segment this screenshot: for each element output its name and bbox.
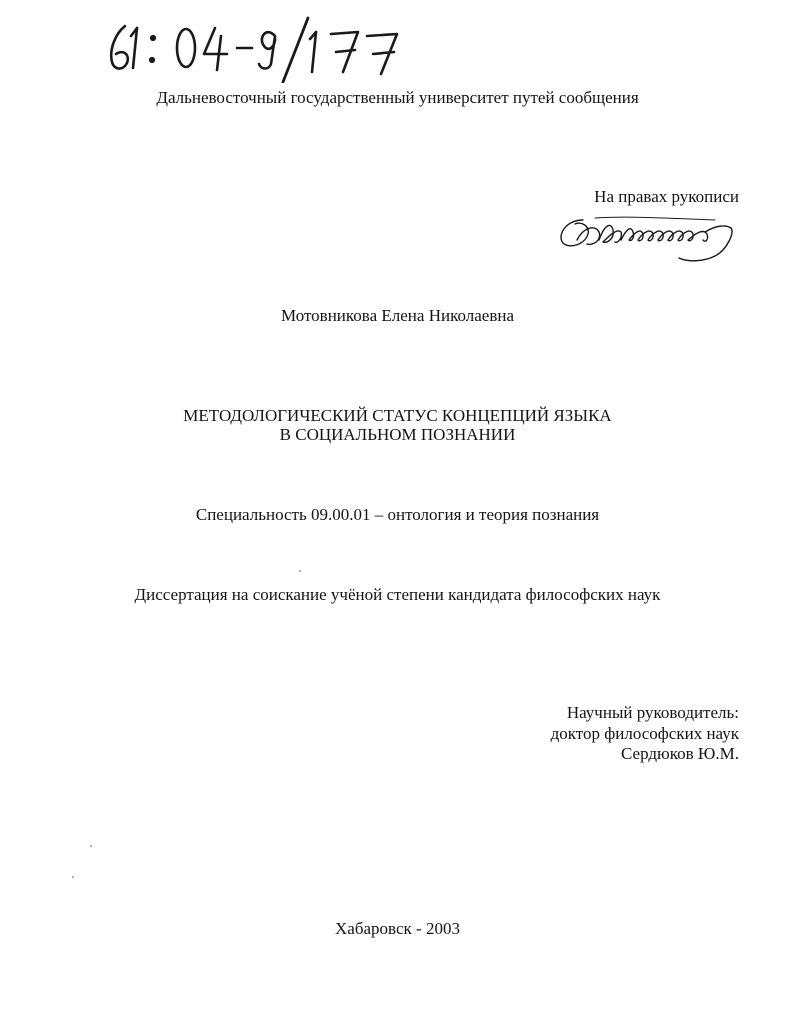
title-line-2: В СОЦИАЛЬНОМ ПОЗНАНИИ xyxy=(279,425,516,444)
manuscript-rights-note: На правах рукописи xyxy=(594,187,739,206)
university-name: Дальневосточный государственный университет путей сообщения xyxy=(156,88,639,107)
scan-speck xyxy=(90,845,92,847)
author-name: Мотовникова Елена Николаевна xyxy=(281,306,514,325)
supervisor-label: Научный руководитель: xyxy=(566,703,739,722)
handwritten-signature xyxy=(555,210,740,268)
handwritten-archive-number xyxy=(103,8,413,83)
scan-speck xyxy=(299,570,301,572)
dissertation-type: Диссертация на соискание учёной степени кандидата философских наук xyxy=(134,585,661,604)
scan-speck xyxy=(72,876,74,878)
supervisor-degree: доктор философских наук xyxy=(550,724,739,743)
supervisor-name: Сердюков Ю.М. xyxy=(621,744,739,763)
title-line-1: МЕТОДОЛОГИЧЕСКИЙ СТАТУС КОНЦЕПЦИЙ ЯЗЫКА xyxy=(183,406,612,425)
city-year: Хабаровск - 2003 xyxy=(335,919,460,938)
specialty: Специальность 09.00.01 – онтология и теория познания xyxy=(195,505,600,524)
